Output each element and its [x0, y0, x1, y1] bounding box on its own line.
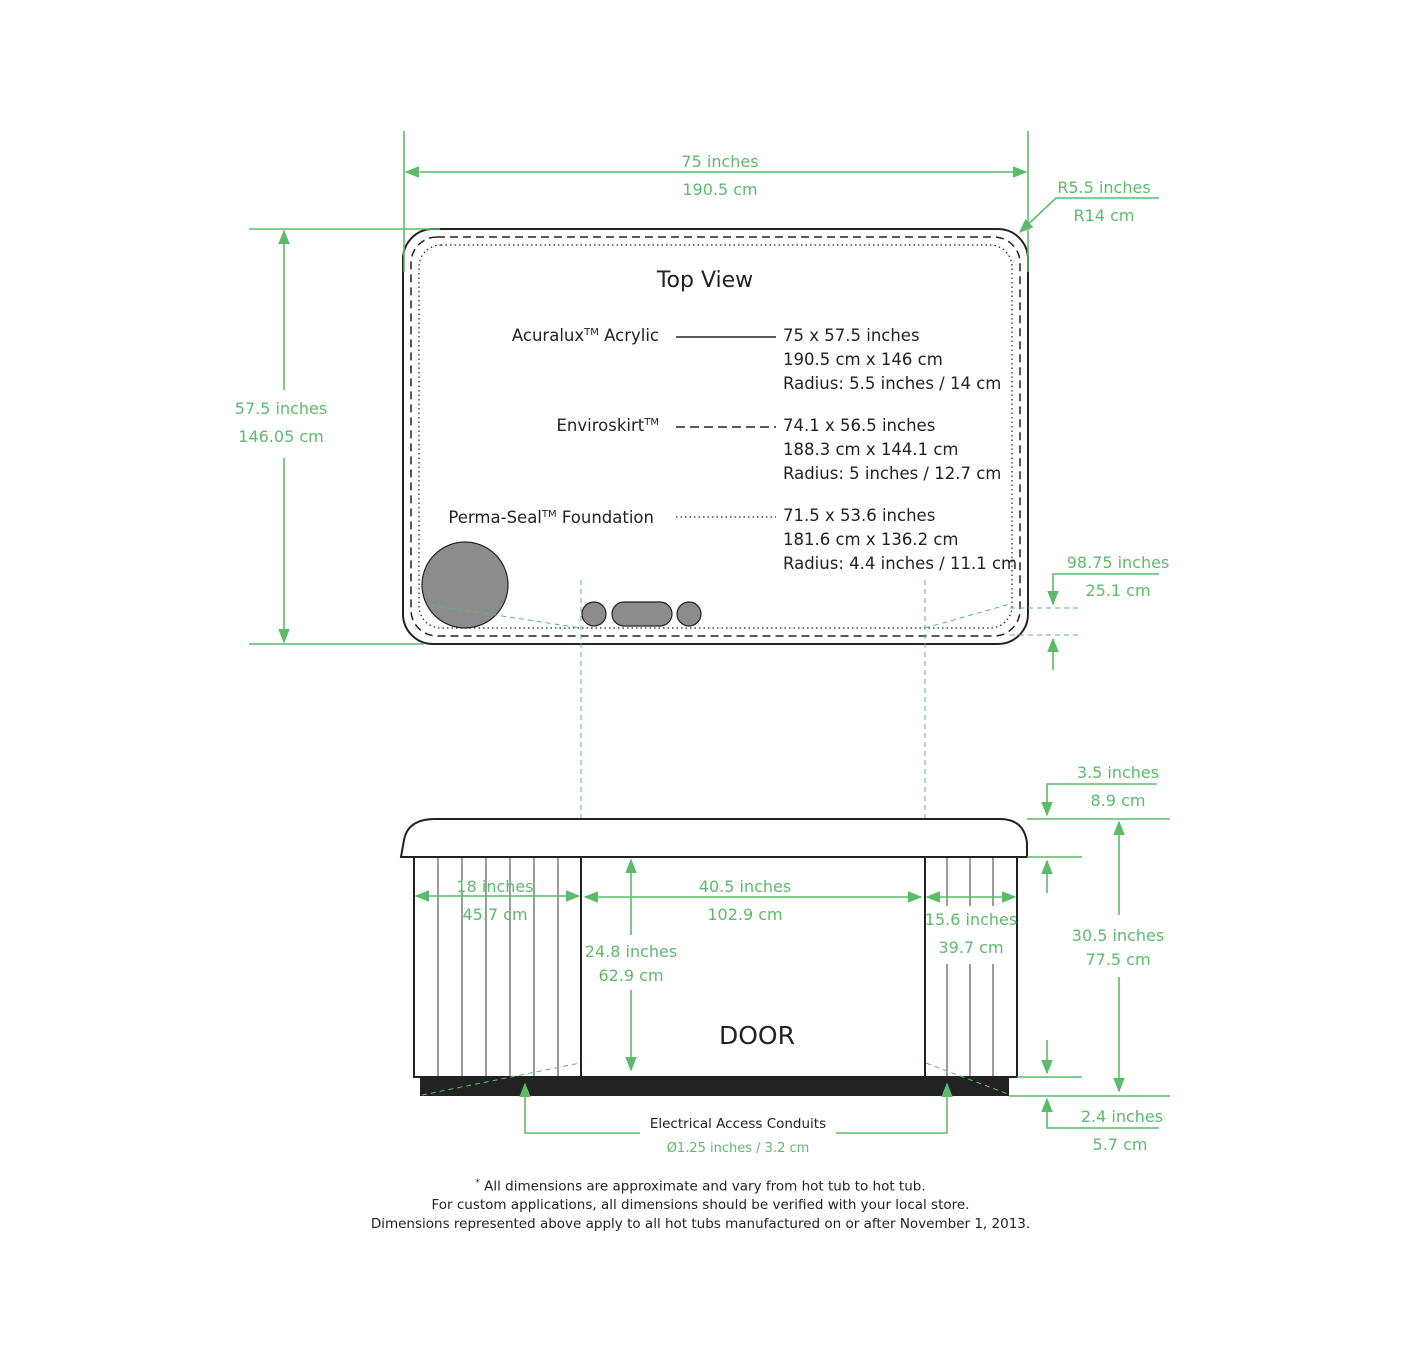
legend-perma-seal-line3: Radius: 4.4 inches / 11.1 cm: [783, 554, 1018, 573]
conduit-size: Ø1.25 inches / 3.2 cm: [666, 1141, 810, 1156]
door-height-cm: 62.9 cm: [598, 966, 664, 985]
legend-name-acuralux: Acuralux™ Acrylic: [511, 326, 659, 345]
conduit-label: Electrical Access Conduits: [649, 1116, 827, 1132]
top-width-cm: 190.5 cm: [682, 180, 758, 199]
top-height-inches: 57.5 inches: [234, 399, 328, 418]
top-view-title: Top View: [656, 268, 754, 293]
door-height-inches: 24.8 inches: [584, 942, 678, 961]
side-view: [401, 763, 1170, 1156]
radius-inches: R5.5 inches: [1057, 178, 1151, 197]
left-width-inches: 18 inches: [456, 877, 534, 896]
offset-cm: 25.1 cm: [1085, 581, 1151, 600]
right-width-cm: 39.7 cm: [938, 938, 1004, 957]
offset-inches: 98.75 inches: [1066, 553, 1170, 572]
footnote-line-3: Dimensions represented above apply to all hot tubs manufactured on or after November 1, 2013.: [370, 1216, 1031, 1232]
left-width-cm: 45.7 cm: [462, 905, 528, 924]
top-view: [235, 131, 1170, 670]
conduit-center-oval: [612, 602, 672, 626]
cover-lip: [401, 819, 1027, 857]
legend-enviroskirt-line3: Radius: 5 inches / 12.7 cm: [783, 464, 1002, 483]
top-width-inches: 75 inches: [681, 152, 759, 171]
body-height-inches: 30.5 inches: [1071, 926, 1165, 945]
legend-perma-seal-line1: 71.5 x 53.6 inches: [783, 506, 936, 525]
radius-cm: R14 cm: [1073, 206, 1135, 225]
lip-inches: 3.5 inches: [1076, 763, 1160, 782]
legend-perma-seal-line2: 181.6 cm x 136.2 cm: [783, 530, 959, 549]
conduit-left-circle: [582, 602, 606, 626]
legend-name-enviroskirt: Enviroskirt™: [556, 416, 659, 435]
base-cm: 5.7 cm: [1092, 1135, 1148, 1154]
top-height-cm: 146.05 cm: [238, 427, 324, 446]
right-width-inches: 15.6 inches: [924, 910, 1018, 929]
legend-acuralux-line3: Radius: 5.5 inches / 14 cm: [783, 374, 1002, 393]
base-inches: 2.4 inches: [1080, 1107, 1164, 1126]
door-label: DOOR: [719, 1021, 795, 1050]
legend-acuralux-line1: 75 x 57.5 inches: [783, 326, 920, 345]
footnote-line-2: For custom applications, all dimensions should be verified with your local store.: [431, 1197, 970, 1213]
door-width-cm: 102.9 cm: [707, 905, 783, 924]
door-width-inches: 40.5 inches: [698, 877, 792, 896]
legend-enviroskirt-line2: 188.3 cm x 144.1 cm: [783, 440, 959, 459]
legend-enviroskirt-line1: 74.1 x 56.5 inches: [783, 416, 936, 435]
base-foundation: [420, 1077, 1009, 1096]
lip-cm: 8.9 cm: [1090, 791, 1146, 810]
legend-name-perma-seal: Perma-Seal™ Foundation: [448, 508, 654, 527]
conduit-right-circle: [677, 602, 701, 626]
body-height-cm: 77.5 cm: [1085, 950, 1151, 969]
footnote-line-1: * All dimensions are approximate and vary from hot tub to hot tub.: [475, 1178, 926, 1195]
legend-acuralux-line2: 190.5 cm x 146 cm: [783, 350, 943, 369]
